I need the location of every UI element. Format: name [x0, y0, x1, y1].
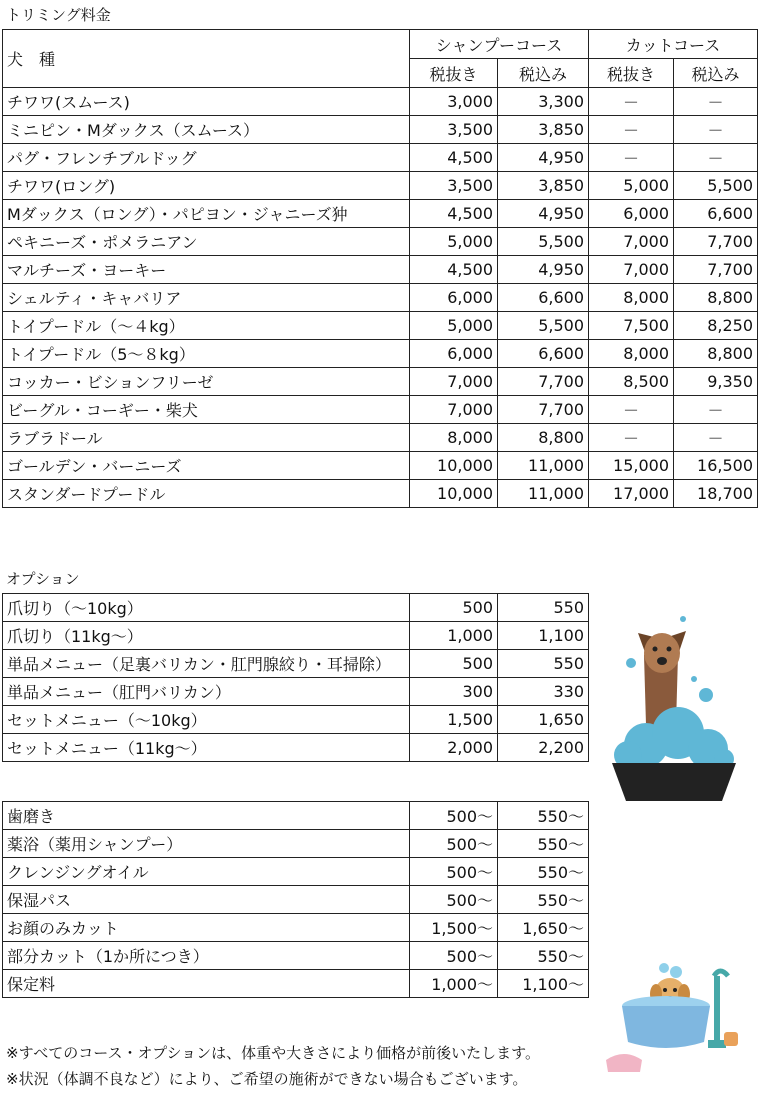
- extra-name-cell: 保定料: [3, 970, 410, 998]
- shampoo-tax-incl-cell: 7,700: [498, 396, 589, 424]
- price-tax-excl-cell: 1,500～: [410, 914, 498, 942]
- price-tax-incl-cell: 550: [498, 650, 589, 678]
- notes: [6, 1040, 540, 1092]
- note-line: ※すべてのコース・オプションは、体重や大きさにより価格が前後いたします。: [6, 1044, 540, 1062]
- price-tax-excl-cell: 1,000: [410, 622, 498, 650]
- header-row: [3, 30, 758, 59]
- table-row: [3, 858, 589, 886]
- breed-name-cell: ビーグル・コーギー・柴犬: [3, 396, 410, 424]
- cut-tax-excl-cell: －: [589, 424, 674, 452]
- dog-in-tub-icon: [604, 962, 754, 1077]
- shampoo-tax-incl-cell: 4,950: [498, 256, 589, 284]
- breed-name-cell: スタンダードプードル: [3, 480, 410, 508]
- breed-name-cell: シェルティ・キャバリア: [3, 284, 410, 312]
- breed-header: 犬 種: [3, 30, 410, 88]
- table-row: [3, 284, 758, 312]
- table-row: [3, 480, 758, 508]
- table-row: [3, 650, 589, 678]
- extra-name-cell: 保湿パス: [3, 886, 410, 914]
- table-row: [3, 144, 758, 172]
- cut-tax-incl-cell: 9,350: [674, 368, 758, 396]
- options-title: オプション: [6, 570, 80, 588]
- cut-tax-incl-cell: 8,800: [674, 340, 758, 368]
- table-row: [3, 116, 758, 144]
- shampoo-tax-incl-cell: 4,950: [498, 200, 589, 228]
- extra-name-cell: クレンジングオイル: [3, 858, 410, 886]
- shampoo-tax-incl-cell: 3,300: [498, 88, 589, 116]
- shampoo-tax-excl-cell: 7,000: [410, 368, 498, 396]
- cut-tax-incl-cell: 5,500: [674, 172, 758, 200]
- shampoo-tax-incl-cell: 6,600: [498, 340, 589, 368]
- table-row: [3, 256, 758, 284]
- shampoo-tax-incl-cell: 11,000: [498, 452, 589, 480]
- cut-course-header: カットコース: [589, 30, 758, 59]
- cut-tax-excl-cell: 8,000: [589, 340, 674, 368]
- option-name-cell: 爪切り（～10kg）: [3, 594, 410, 622]
- table-row: [3, 830, 589, 858]
- shampoo-tax-incl-cell: 11,000: [498, 480, 589, 508]
- extra-name-cell: 歯磨き: [3, 802, 410, 830]
- extras-price-table: [2, 801, 589, 998]
- cut-tax-incl-cell: －: [674, 88, 758, 116]
- table-row: [3, 340, 758, 368]
- cut-tax-excl-cell: 7,500: [589, 312, 674, 340]
- note-line: ※状況（体調不良など）により、ご希望の施術ができない場合もございます。: [6, 1070, 528, 1088]
- cut-tax-excl-cell: －: [589, 88, 674, 116]
- price-tax-excl-cell: 1,500: [410, 706, 498, 734]
- shampoo-tax-incl-header: 税込み: [498, 59, 589, 88]
- extra-name-cell: 薬浴（薬用シャンプー）: [3, 830, 410, 858]
- cut-tax-excl-cell: 7,000: [589, 256, 674, 284]
- extra-name-cell: 部分カット（1か所につき）: [3, 942, 410, 970]
- price-tax-excl-cell: 2,000: [410, 734, 498, 762]
- options-price-table: [2, 593, 589, 762]
- table-row: [3, 594, 589, 622]
- price-tax-incl-cell: 550～: [498, 942, 589, 970]
- cut-tax-excl-cell: －: [589, 144, 674, 172]
- shampoo-tax-excl-cell: 3,000: [410, 88, 498, 116]
- price-tax-incl-cell: 1,650: [498, 706, 589, 734]
- price-tax-incl-cell: 1,100～: [498, 970, 589, 998]
- shampoo-tax-excl-cell: 6,000: [410, 340, 498, 368]
- table-row: [3, 886, 589, 914]
- shampoo-tax-excl-cell: 10,000: [410, 480, 498, 508]
- breed-name-cell: コッカー・ビションフリーゼ: [3, 368, 410, 396]
- shampoo-tax-incl-cell: 5,500: [498, 312, 589, 340]
- table-row: [3, 802, 589, 830]
- option-name-cell: 単品メニュー（足裏バリカン・肛門腺絞り・耳掃除）: [3, 650, 410, 678]
- shampoo-tax-excl-cell: 7,000: [410, 396, 498, 424]
- table-row: [3, 368, 758, 396]
- cut-tax-incl-cell: －: [674, 396, 758, 424]
- cut-tax-incl-cell: 7,700: [674, 256, 758, 284]
- table-row: [3, 678, 589, 706]
- table-row: [3, 452, 758, 480]
- price-tax-excl-cell: 500～: [410, 830, 498, 858]
- cut-tax-incl-cell: －: [674, 116, 758, 144]
- breed-name-cell: パグ・フレンチブルドッグ: [3, 144, 410, 172]
- shampoo-tax-incl-cell: 3,850: [498, 172, 589, 200]
- table-row: [3, 424, 758, 452]
- shampoo-tax-incl-cell: 4,950: [498, 144, 589, 172]
- shampoo-tax-excl-cell: 4,500: [410, 256, 498, 284]
- cut-tax-incl-header: 税込み: [674, 59, 758, 88]
- extra-name-cell: お顔のみカット: [3, 914, 410, 942]
- price-tax-incl-cell: 550～: [498, 802, 589, 830]
- table-row: [3, 200, 758, 228]
- breed-name-cell: トイプードル（～４kg）: [3, 312, 410, 340]
- table-row: [3, 172, 758, 200]
- option-name-cell: 単品メニュー（肛門バリカン）: [3, 678, 410, 706]
- breed-name-cell: ペキニーズ・ポメラニアン: [3, 228, 410, 256]
- price-tax-excl-cell: 500～: [410, 886, 498, 914]
- breed-name-cell: マルチーズ・ヨーキー: [3, 256, 410, 284]
- cut-tax-excl-cell: －: [589, 396, 674, 424]
- price-tax-incl-cell: 550～: [498, 858, 589, 886]
- shampoo-course-header: シャンプーコース: [410, 30, 589, 59]
- price-tax-incl-cell: 1,100: [498, 622, 589, 650]
- breed-name-cell: チワワ(ロング): [3, 172, 410, 200]
- shampoo-tax-excl-cell: 8,000: [410, 424, 498, 452]
- shampoo-tax-excl-cell: 3,500: [410, 116, 498, 144]
- dog-in-bath-icon: [606, 615, 746, 805]
- price-tax-incl-cell: 550: [498, 594, 589, 622]
- shampoo-tax-excl-header: 税抜き: [410, 59, 498, 88]
- cut-tax-excl-header: 税抜き: [589, 59, 674, 88]
- table-row: [3, 396, 758, 424]
- cut-tax-excl-cell: 6,000: [589, 200, 674, 228]
- shampoo-tax-excl-cell: 6,000: [410, 284, 498, 312]
- shampoo-tax-incl-cell: 3,850: [498, 116, 589, 144]
- shampoo-tax-excl-cell: 4,500: [410, 144, 498, 172]
- shampoo-tax-excl-cell: 3,500: [410, 172, 498, 200]
- breed-name-cell: チワワ(スムース): [3, 88, 410, 116]
- breed-name-cell: ラブラドール: [3, 424, 410, 452]
- table-row: [3, 228, 758, 256]
- table-row: [3, 734, 589, 762]
- cut-tax-incl-cell: －: [674, 144, 758, 172]
- table-row: [3, 970, 589, 998]
- cut-tax-excl-cell: 5,000: [589, 172, 674, 200]
- cut-tax-incl-cell: 7,700: [674, 228, 758, 256]
- shampoo-tax-excl-cell: 5,000: [410, 228, 498, 256]
- cut-tax-incl-cell: 16,500: [674, 452, 758, 480]
- breed-name-cell: トイプードル（5～８kg）: [3, 340, 410, 368]
- table-row: [3, 942, 589, 970]
- price-tax-excl-cell: 500: [410, 650, 498, 678]
- cut-tax-excl-cell: 8,000: [589, 284, 674, 312]
- trimming-price-table: [2, 29, 758, 508]
- price-tax-excl-cell: 300: [410, 678, 498, 706]
- cut-tax-incl-cell: 8,250: [674, 312, 758, 340]
- table-row: [3, 914, 589, 942]
- option-name-cell: セットメニュー（～10kg）: [3, 706, 410, 734]
- price-tax-incl-cell: 2,200: [498, 734, 589, 762]
- option-name-cell: セットメニュー（11kg～）: [3, 734, 410, 762]
- price-tax-excl-cell: 500: [410, 594, 498, 622]
- table-row: [3, 622, 589, 650]
- shampoo-tax-excl-cell: 4,500: [410, 200, 498, 228]
- price-tax-incl-cell: 550～: [498, 886, 589, 914]
- cut-tax-incl-cell: 8,800: [674, 284, 758, 312]
- option-name-cell: 爪切り（11kg～）: [3, 622, 410, 650]
- cut-tax-excl-cell: 7,000: [589, 228, 674, 256]
- table-row: [3, 312, 758, 340]
- price-tax-excl-cell: 500～: [410, 942, 498, 970]
- shampoo-tax-incl-cell: 5,500: [498, 228, 589, 256]
- price-tax-excl-cell: 1,000～: [410, 970, 498, 998]
- cut-tax-excl-cell: 17,000: [589, 480, 674, 508]
- cut-tax-excl-cell: 15,000: [589, 452, 674, 480]
- trimming-title: トリミング料金: [6, 6, 111, 24]
- cut-tax-incl-cell: －: [674, 424, 758, 452]
- cut-tax-incl-cell: 6,600: [674, 200, 758, 228]
- price-tax-excl-cell: 500～: [410, 802, 498, 830]
- price-tax-excl-cell: 500～: [410, 858, 498, 886]
- shampoo-tax-excl-cell: 5,000: [410, 312, 498, 340]
- cut-tax-incl-cell: 18,700: [674, 480, 758, 508]
- shampoo-tax-incl-cell: 8,800: [498, 424, 589, 452]
- shampoo-tax-incl-cell: 6,600: [498, 284, 589, 312]
- breed-name-cell: Mダックス（ロング）・パピヨン・ジャニーズ狆: [3, 200, 410, 228]
- price-tax-incl-cell: 1,650～: [498, 914, 589, 942]
- breed-name-cell: ゴールデン・バーニーズ: [3, 452, 410, 480]
- cut-tax-excl-cell: －: [589, 116, 674, 144]
- cut-tax-excl-cell: 8,500: [589, 368, 674, 396]
- price-tax-incl-cell: 550～: [498, 830, 589, 858]
- table-row: [3, 706, 589, 734]
- breed-name-cell: ミニピン・Mダックス（スムース）: [3, 116, 410, 144]
- table-row: [3, 88, 758, 116]
- shampoo-tax-incl-cell: 7,700: [498, 368, 589, 396]
- shampoo-tax-excl-cell: 10,000: [410, 452, 498, 480]
- price-tax-incl-cell: 330: [498, 678, 589, 706]
